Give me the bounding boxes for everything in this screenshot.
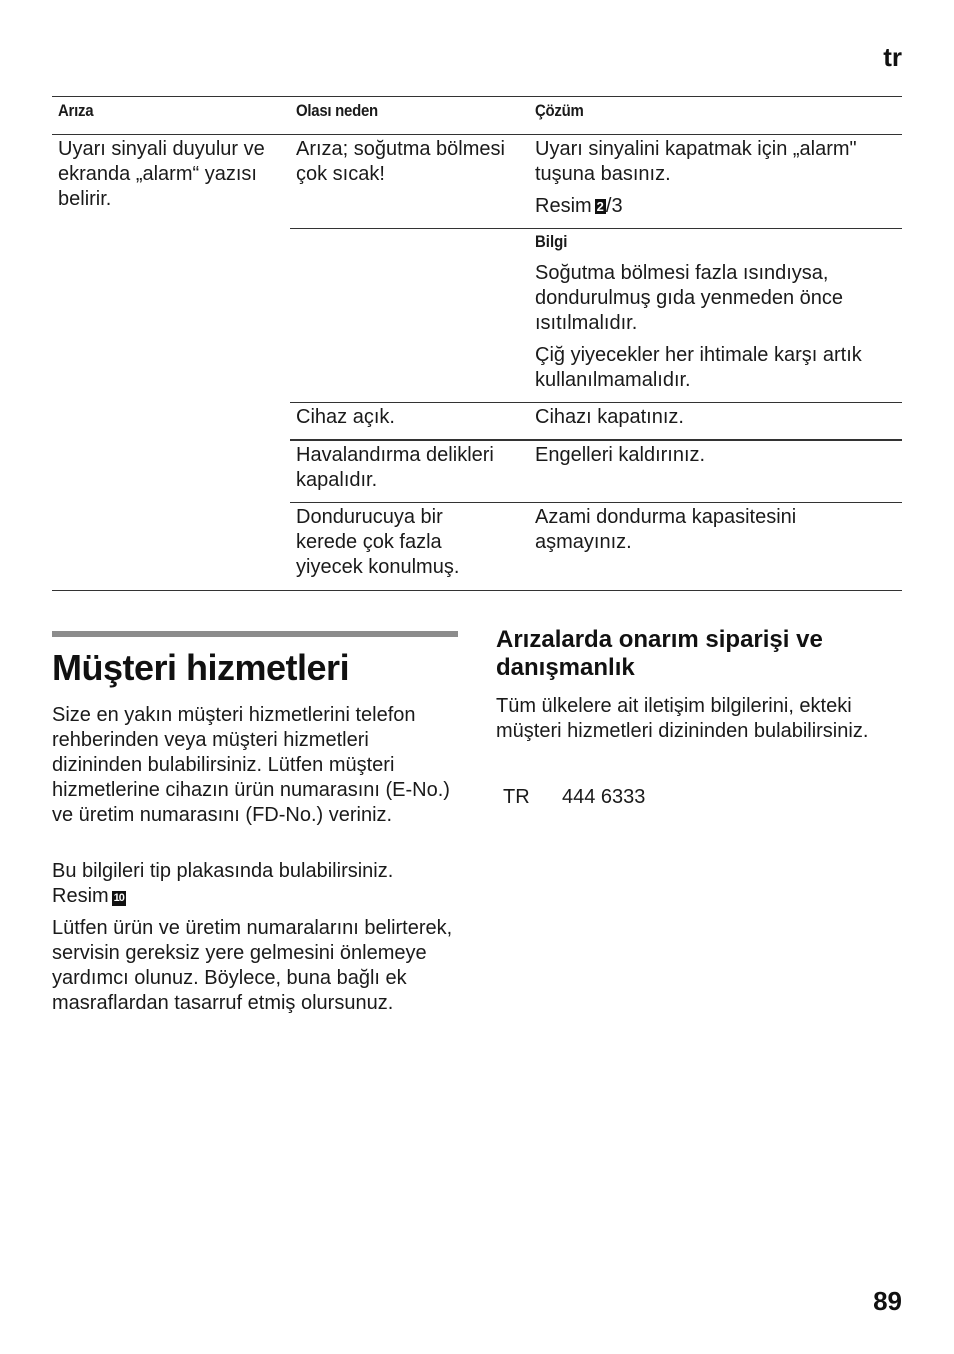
- solution-4: Azami dondurma kapasitesini aşmayınız.: [535, 506, 797, 553]
- contact-country: TR: [503, 786, 530, 808]
- figure-ref-suffix: /3: [605, 195, 623, 217]
- row-rule: [290, 402, 902, 403]
- header-rule: [52, 134, 902, 135]
- figure-ref-label: Resim: [535, 195, 592, 217]
- row-rule: [290, 502, 902, 503]
- language-code: tr: [883, 42, 902, 72]
- note-paragraph-2: Çiğ yiyecekler her ihtimale karşı artık kullanılmamalıdır.: [535, 344, 862, 391]
- repair-paragraph: Tüm ülkelere ait iletişim bilgilerini, ekteki müşteri hizmetleri dizininden bulabilirsiniz.: [496, 695, 869, 742]
- figure-number-badge: 10: [113, 892, 124, 904]
- row-rule: [290, 439, 902, 441]
- header-solution: Çözüm: [535, 101, 584, 120]
- figure-number-badge: 2: [596, 199, 604, 214]
- type-plate-text: Bu bilgileri tip plakasında bulabilirsiniz.: [52, 860, 394, 882]
- page-number: 89: [873, 1286, 902, 1316]
- note-title: Bilgi: [535, 232, 568, 251]
- customer-service-paragraph-1: Size en yakın müşteri hizmetlerini telefon rehberinden veya müşteri hizmetleri dizininden bulabilirsiniz. Lütfen müşteri hizmetlerine cihazın ürün numarasını (E-No.) ve üretim numarasını (FD-No.) veriniz.: [52, 704, 450, 826]
- repair-section-title: Arızalarda onarım siparişi ve danışmanlık: [496, 626, 823, 681]
- section-title: Müşteri hizmetleri: [52, 647, 350, 688]
- fault-text: Uyarı sinyali duyulur ve ekranda „alarm“ yazısı belirir.: [58, 138, 265, 210]
- solution-3: Engelleri kaldırınız.: [535, 444, 706, 466]
- customer-service-paragraph-2: [52, 859, 456, 909]
- solution-2: Cihazı kapatınız.: [535, 406, 684, 428]
- note-paragraph-1: Soğutma bölmesi fazla ısındıysa, dondurulmuş gıda yenmeden önce ısıtılmalıdır.: [535, 262, 843, 334]
- solution-1-figure-ref: [535, 194, 897, 219]
- table-bottom-rule: [52, 590, 902, 591]
- figure-ref-label: Resim: [52, 885, 109, 907]
- contact-row: [503, 785, 646, 810]
- solution-1: Uyarı sinyalini kapatmak için „alarm" tuşuna basınız.: [535, 138, 857, 185]
- cause-3: Havalandırma delikleri kapalıdır.: [296, 444, 494, 491]
- table-top-rule: [52, 96, 902, 97]
- customer-service-paragraph-3: Lütfen ürün ve üretim numaralarını belirterek, servisin gereksiz yere gelmesini önlemeye yardımcı olunuz. Böylece, buna bağlı ek masraflardan tasarruf etmiş olursunuz.: [52, 917, 453, 1014]
- section-divider-bar: [52, 631, 458, 637]
- cause-1: Arıza; soğutma bölmesi çok sıcak!: [296, 138, 505, 185]
- type-plate-figure-ref: [52, 884, 456, 909]
- contact-phone: 444 6333: [562, 786, 646, 808]
- header-fault: Arıza: [58, 101, 94, 120]
- header-cause: Olası neden: [296, 101, 378, 120]
- cause-2: Cihaz açık.: [296, 406, 395, 428]
- cause-4: Dondurucuya bir kerede çok fazla yiyecek konulmuş.: [296, 506, 460, 578]
- row-rule: [290, 228, 902, 229]
